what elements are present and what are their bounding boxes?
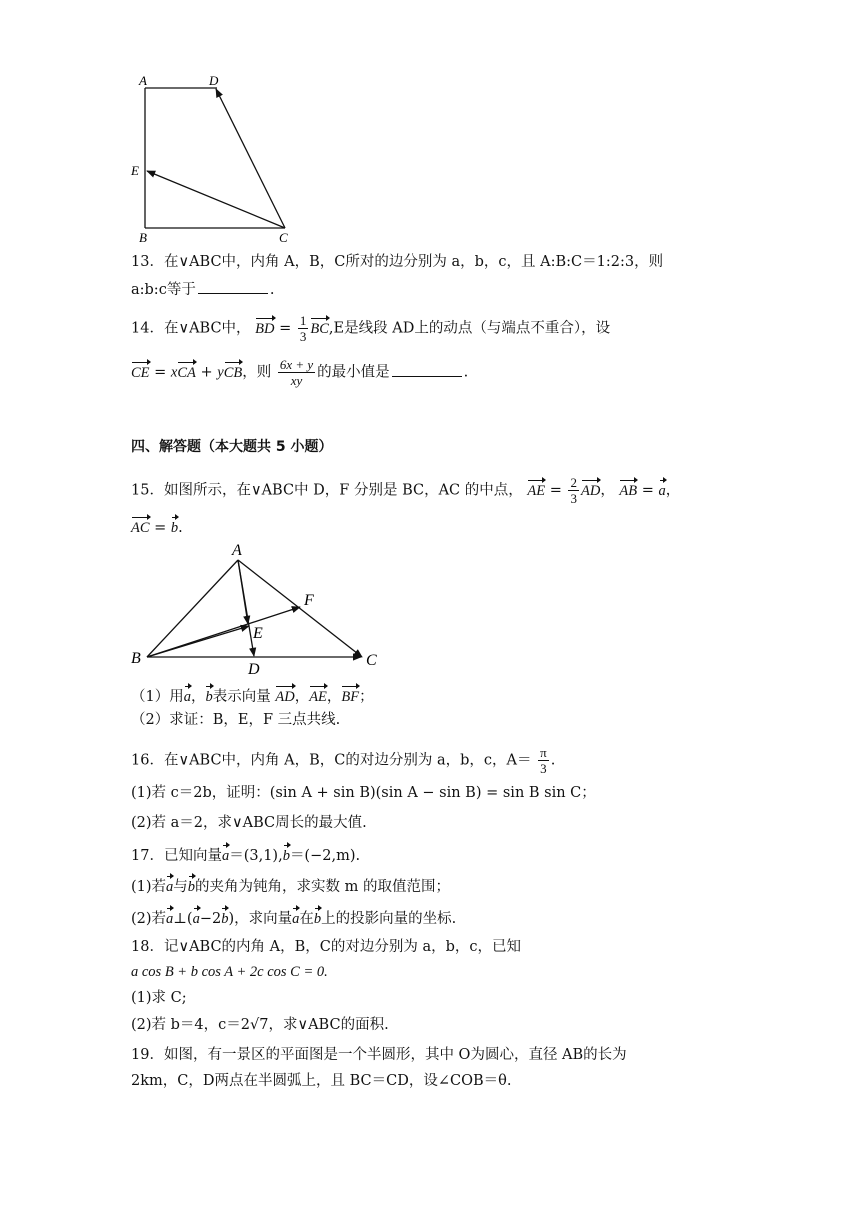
label-a: A — [232, 542, 242, 559]
q17-number: 17． — [131, 848, 164, 864]
vector-bd: BD — [255, 316, 274, 339]
q13-line2: a:b:c等于 . — [131, 279, 274, 300]
q19-line1: 19．如图，有一景区的平面图是一个半圆形，其中 O为圆心，直径 AB的长为 — [131, 1047, 627, 1063]
figure-trapezoid — [125, 70, 305, 250]
label-d: D — [209, 73, 219, 88]
fraction-expression: $\frac{6x + y}{xy}$ — [279, 357, 314, 388]
vector-ca: CA — [177, 360, 196, 383]
vector-bc: BC — [310, 316, 329, 339]
q14-answer-blank[interactable] — [392, 362, 462, 377]
vector-bf: BF — [341, 684, 359, 707]
vector-b: b — [171, 515, 178, 538]
q15-number: 15． — [131, 482, 164, 499]
fraction-one-third: $\frac{1}{3}$ — [299, 313, 307, 344]
label-c: C — [366, 652, 377, 669]
label-b: B — [131, 650, 141, 667]
label-c: C — [279, 230, 288, 245]
q17-line1: 17．已知向量a＝(3,1),b＝(−2,m). — [131, 843, 360, 866]
label-b: B — [139, 230, 147, 245]
q18-number: 18． — [131, 939, 164, 955]
vector-ac — [238, 560, 362, 657]
fraction-two-thirds: $\frac{2}{3}$ — [570, 475, 577, 506]
q13-answer-blank[interactable] — [198, 279, 268, 294]
vector-ae — [238, 560, 248, 624]
figure-triangle — [125, 538, 395, 678]
q16-line1: 16．在∨ABC中，内角 A，B，C的对边分别为 a，b，c，A＝ $\frac{\pi}{3}$ . — [131, 745, 556, 776]
vector-a: a — [659, 478, 666, 501]
q13-text1: 在∨ABC中，内角 A，B，C所对的边分别为 a，b，c，且 A:B:C＝1:2:3，则 — [163, 254, 664, 270]
q15-line2: AC = b. — [131, 515, 183, 538]
q14-line1: 14．在∨ABC中， BD = $\frac{1}{3}$ BC,E是线段 AD上的动点（与端点不重合），设 — [131, 313, 611, 344]
q17-part2: (2)若a⊥(a−2b)，求向量a在b上的投影向量的坐标. — [131, 906, 456, 929]
vector-ac: AC — [131, 515, 150, 538]
q14-line2: CE = xCA + yCB，则 $\frac{6x + y}{xy}$ 的最小值是 . — [131, 357, 469, 388]
q19-number: 19． — [131, 1047, 164, 1063]
q16-part2: (2)若 a＝2，求∨ABC周长的最大值. — [131, 815, 367, 831]
q14-number: 14． — [131, 320, 164, 337]
q18-line2: a cos B + b cos A + 2c cos C = 0. — [131, 964, 328, 980]
label-f: F — [304, 592, 314, 609]
label-d: D — [248, 661, 260, 678]
vector-cb: CB — [224, 360, 243, 383]
label-e: E — [253, 625, 263, 642]
q13-line1 — [131, 252, 663, 272]
q17-part1: (1)若a与b的夹角为钝角，求实数 m 的取值范围； — [131, 874, 450, 897]
q15-line1: 15．如图所示，在∨ABC中 D，F 分别是 BC，AC 的中点， AE = $\frac{2}{3}$ AD， AB = a， — [131, 475, 681, 506]
q15-part1: （1）用a，b表示向量 AD，AE，BF； — [131, 684, 374, 707]
vector-ab: AB — [619, 478, 637, 501]
q18-part2: (2)若 b＝4，c＝2√7，求∨ABC的面积. — [131, 1017, 389, 1033]
q13-text2: a:b:c等于 — [131, 282, 196, 298]
vector-cd — [216, 89, 285, 228]
q15-part2: （2）求证：B，E，F 三点共线. — [131, 712, 341, 728]
label-a: A — [139, 73, 147, 88]
section-heading: 四、解答题（本大题共 5 小题） — [131, 439, 333, 455]
q18-line1: 18．记∨ABC的内角 A，B，C的对边分别为 a，b，c，已知 — [131, 939, 522, 955]
vector-ce — [147, 171, 285, 228]
q18-part1: (1)求 C; — [131, 990, 187, 1006]
q16-part1: (1)若 c＝2b，证明：(sin A + sin B)(sin A − sin B) = sin B sin C； — [131, 785, 596, 801]
fraction-pi-third: $\frac{\pi}{3}$ — [540, 745, 547, 776]
label-e: E — [131, 163, 139, 178]
q13-number: 13． — [131, 254, 164, 270]
q16-number: 16． — [131, 752, 164, 769]
vector-ad: AD — [581, 478, 600, 501]
vector-ce: CE — [131, 360, 150, 383]
vector-ae: AE — [527, 478, 545, 501]
q19-line2: 2km，C，D两点在半圆弧上，且 BC＝CD，设∠COB＝θ. — [131, 1073, 512, 1089]
